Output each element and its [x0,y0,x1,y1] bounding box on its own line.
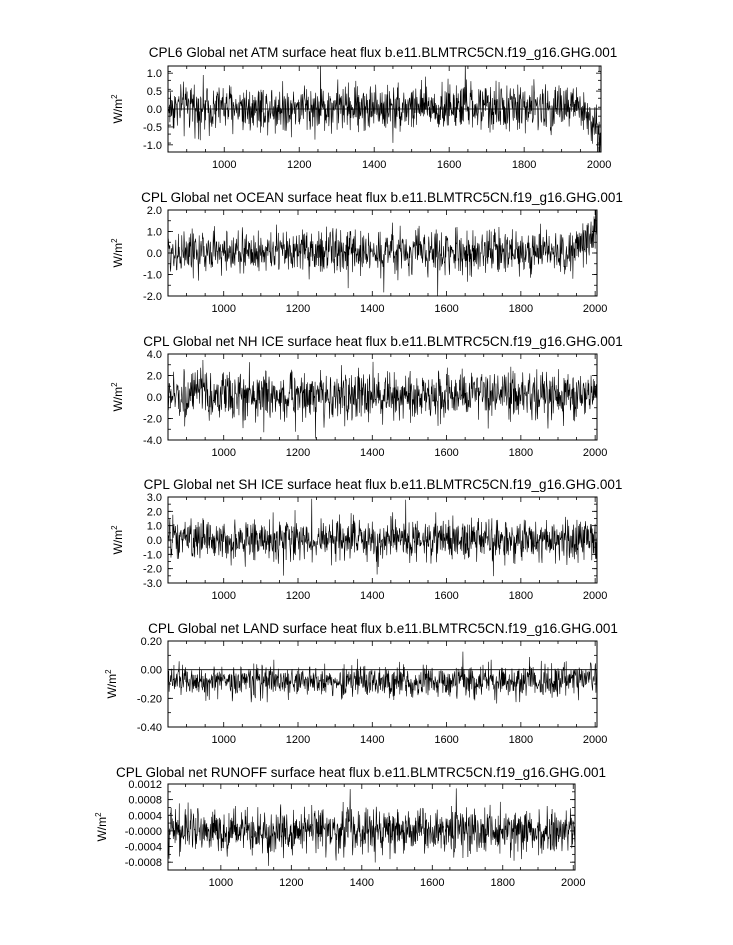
y-tick-label: 2.0 [146,205,162,217]
y-tick-label: 0.0008 [128,794,162,807]
series-line [168,788,575,865]
y-tick-label: 2.0 [146,506,162,519]
y-tick-label: -1.0 [143,549,162,562]
x-tick-label: 1600 [434,447,459,459]
y-tick-label: 0.0004 [128,810,162,823]
chart-panel-5 [104,621,618,746]
chart-panel-2 [110,190,623,315]
y-tick-label: -0.0008 [124,857,162,870]
y-tick-label: 0.5 [146,86,162,99]
x-tick-label: 1400 [361,159,387,171]
y-tick-label: 0.0 [146,535,162,547]
x-tick-label: 1000 [211,590,236,602]
x-tick-label: 1200 [279,877,304,889]
chart-title: CPL6 Global net ATM surface heat flux b.e11.BLMTRC5CN.f19_g16.GHG.001 [148,45,618,60]
y-tick-label: -1.0 [143,139,162,152]
x-tick-label: 1200 [286,159,312,171]
y-tick-label: -3.0 [143,578,162,590]
x-tick-label: 1000 [211,159,237,171]
chart-panel-3 [110,334,623,459]
x-tick-label: 1200 [285,590,311,602]
y-axis-label: $W/m^2$ [110,94,125,124]
y-tick-label: 0.20 [140,636,162,648]
chart-title: CPL Global net SH ICE surface heat flux b.e11.BLMTRC5CN.f19_g16.GHG.001 [143,477,623,492]
y-tick-label: 3.0 [146,492,162,504]
y-tick-label: -0.40 [136,722,162,734]
y-axis-label: $W/m^2$ [110,382,125,412]
y-tick-label: -0.0000 [124,825,162,838]
x-tick-label: 1800 [511,159,537,171]
x-tick-label: 1600 [434,303,459,315]
x-tick-label: 1400 [360,303,385,315]
x-tick-label: 2000 [582,734,608,746]
x-tick-label: 1200 [285,734,311,746]
x-tick-label: 2000 [582,447,608,459]
y-tick-label: 0.0 [146,104,162,116]
x-tick-label: 2000 [586,159,612,171]
x-tick-label: 1600 [434,590,459,602]
y-tick-label: 0.0 [146,248,162,260]
x-tick-label: 1400 [360,590,385,602]
y-tick-label: 2.0 [146,370,162,383]
x-tick-label: 2000 [582,590,608,602]
series-line [168,499,597,576]
chart-panel-1 [110,45,617,171]
x-tick-label: 1400 [360,447,385,459]
y-tick-label: 4.0 [146,349,162,361]
x-tick-label: 1800 [508,303,534,315]
y-tick-label: -0.0004 [124,841,162,854]
x-tick-label: 1600 [436,159,462,171]
x-tick-label: 1000 [211,303,236,315]
x-tick-label: 1600 [420,877,445,889]
series-line [168,60,601,161]
y-tick-label: -2.0 [143,291,162,303]
chart-title: CPL Global net RUNOFF surface heat flux b.e11.BLMTRC5CN.f19_g16.GHG.001 [116,765,606,780]
x-tick-label: 1600 [434,734,459,746]
x-tick-label: 1000 [211,734,236,746]
chart-title: CPL Global net NH ICE surface heat flux b.e11.BLMTRC5CN.f19_g16.GHG.001 [143,334,623,349]
chart-panel-4 [110,477,622,602]
series-line [168,652,597,704]
y-tick-label: -1.0 [143,269,162,282]
y-tick-label: 0.00 [140,664,162,677]
y-tick-label: 1.0 [146,68,162,81]
y-tick-label: -0.20 [136,693,162,706]
y-axis-label: $W/m^2$ [94,812,109,842]
x-tick-label: 1200 [285,447,311,459]
y-tick-label: 1.0 [146,226,162,239]
y-axis-label: $W/m^2$ [110,525,125,555]
x-tick-label: 2000 [560,877,586,889]
chart-title: CPL Global net OCEAN surface heat flux b.e11.BLMTRC5CN.f19_g16.GHG.001 [141,190,623,205]
x-tick-label: 2000 [582,303,608,315]
x-tick-label: 1800 [508,734,534,746]
y-tick-label: -2.0 [143,413,162,426]
x-tick-label: 1200 [285,303,311,315]
x-tick-label: 1400 [360,734,385,746]
x-tick-label: 1000 [211,447,236,459]
y-axis-label: $W/m^2$ [110,238,125,268]
y-tick-label: 1.0 [146,520,162,533]
x-tick-label: 1800 [508,447,534,459]
series-line [168,360,597,439]
y-tick-label: -4.0 [143,435,162,447]
x-tick-label: 1000 [208,877,234,889]
y-tick-label: -0.5 [143,121,162,134]
y-tick-label: -2.0 [143,563,162,576]
series-line [168,209,597,299]
y-axis-label: $W/m^2$ [104,669,119,699]
y-tick-label: 0.0012 [128,779,162,791]
x-tick-label: 1800 [508,590,534,602]
chart-title: CPL Global net LAND surface heat flux b.e11.BLMTRC5CN.f19_g16.GHG.001 [148,621,618,636]
y-tick-label: 0.0 [146,392,162,404]
x-tick-label: 1800 [490,877,516,889]
chart-panel-6 [94,765,606,889]
x-tick-label: 1400 [349,877,375,889]
